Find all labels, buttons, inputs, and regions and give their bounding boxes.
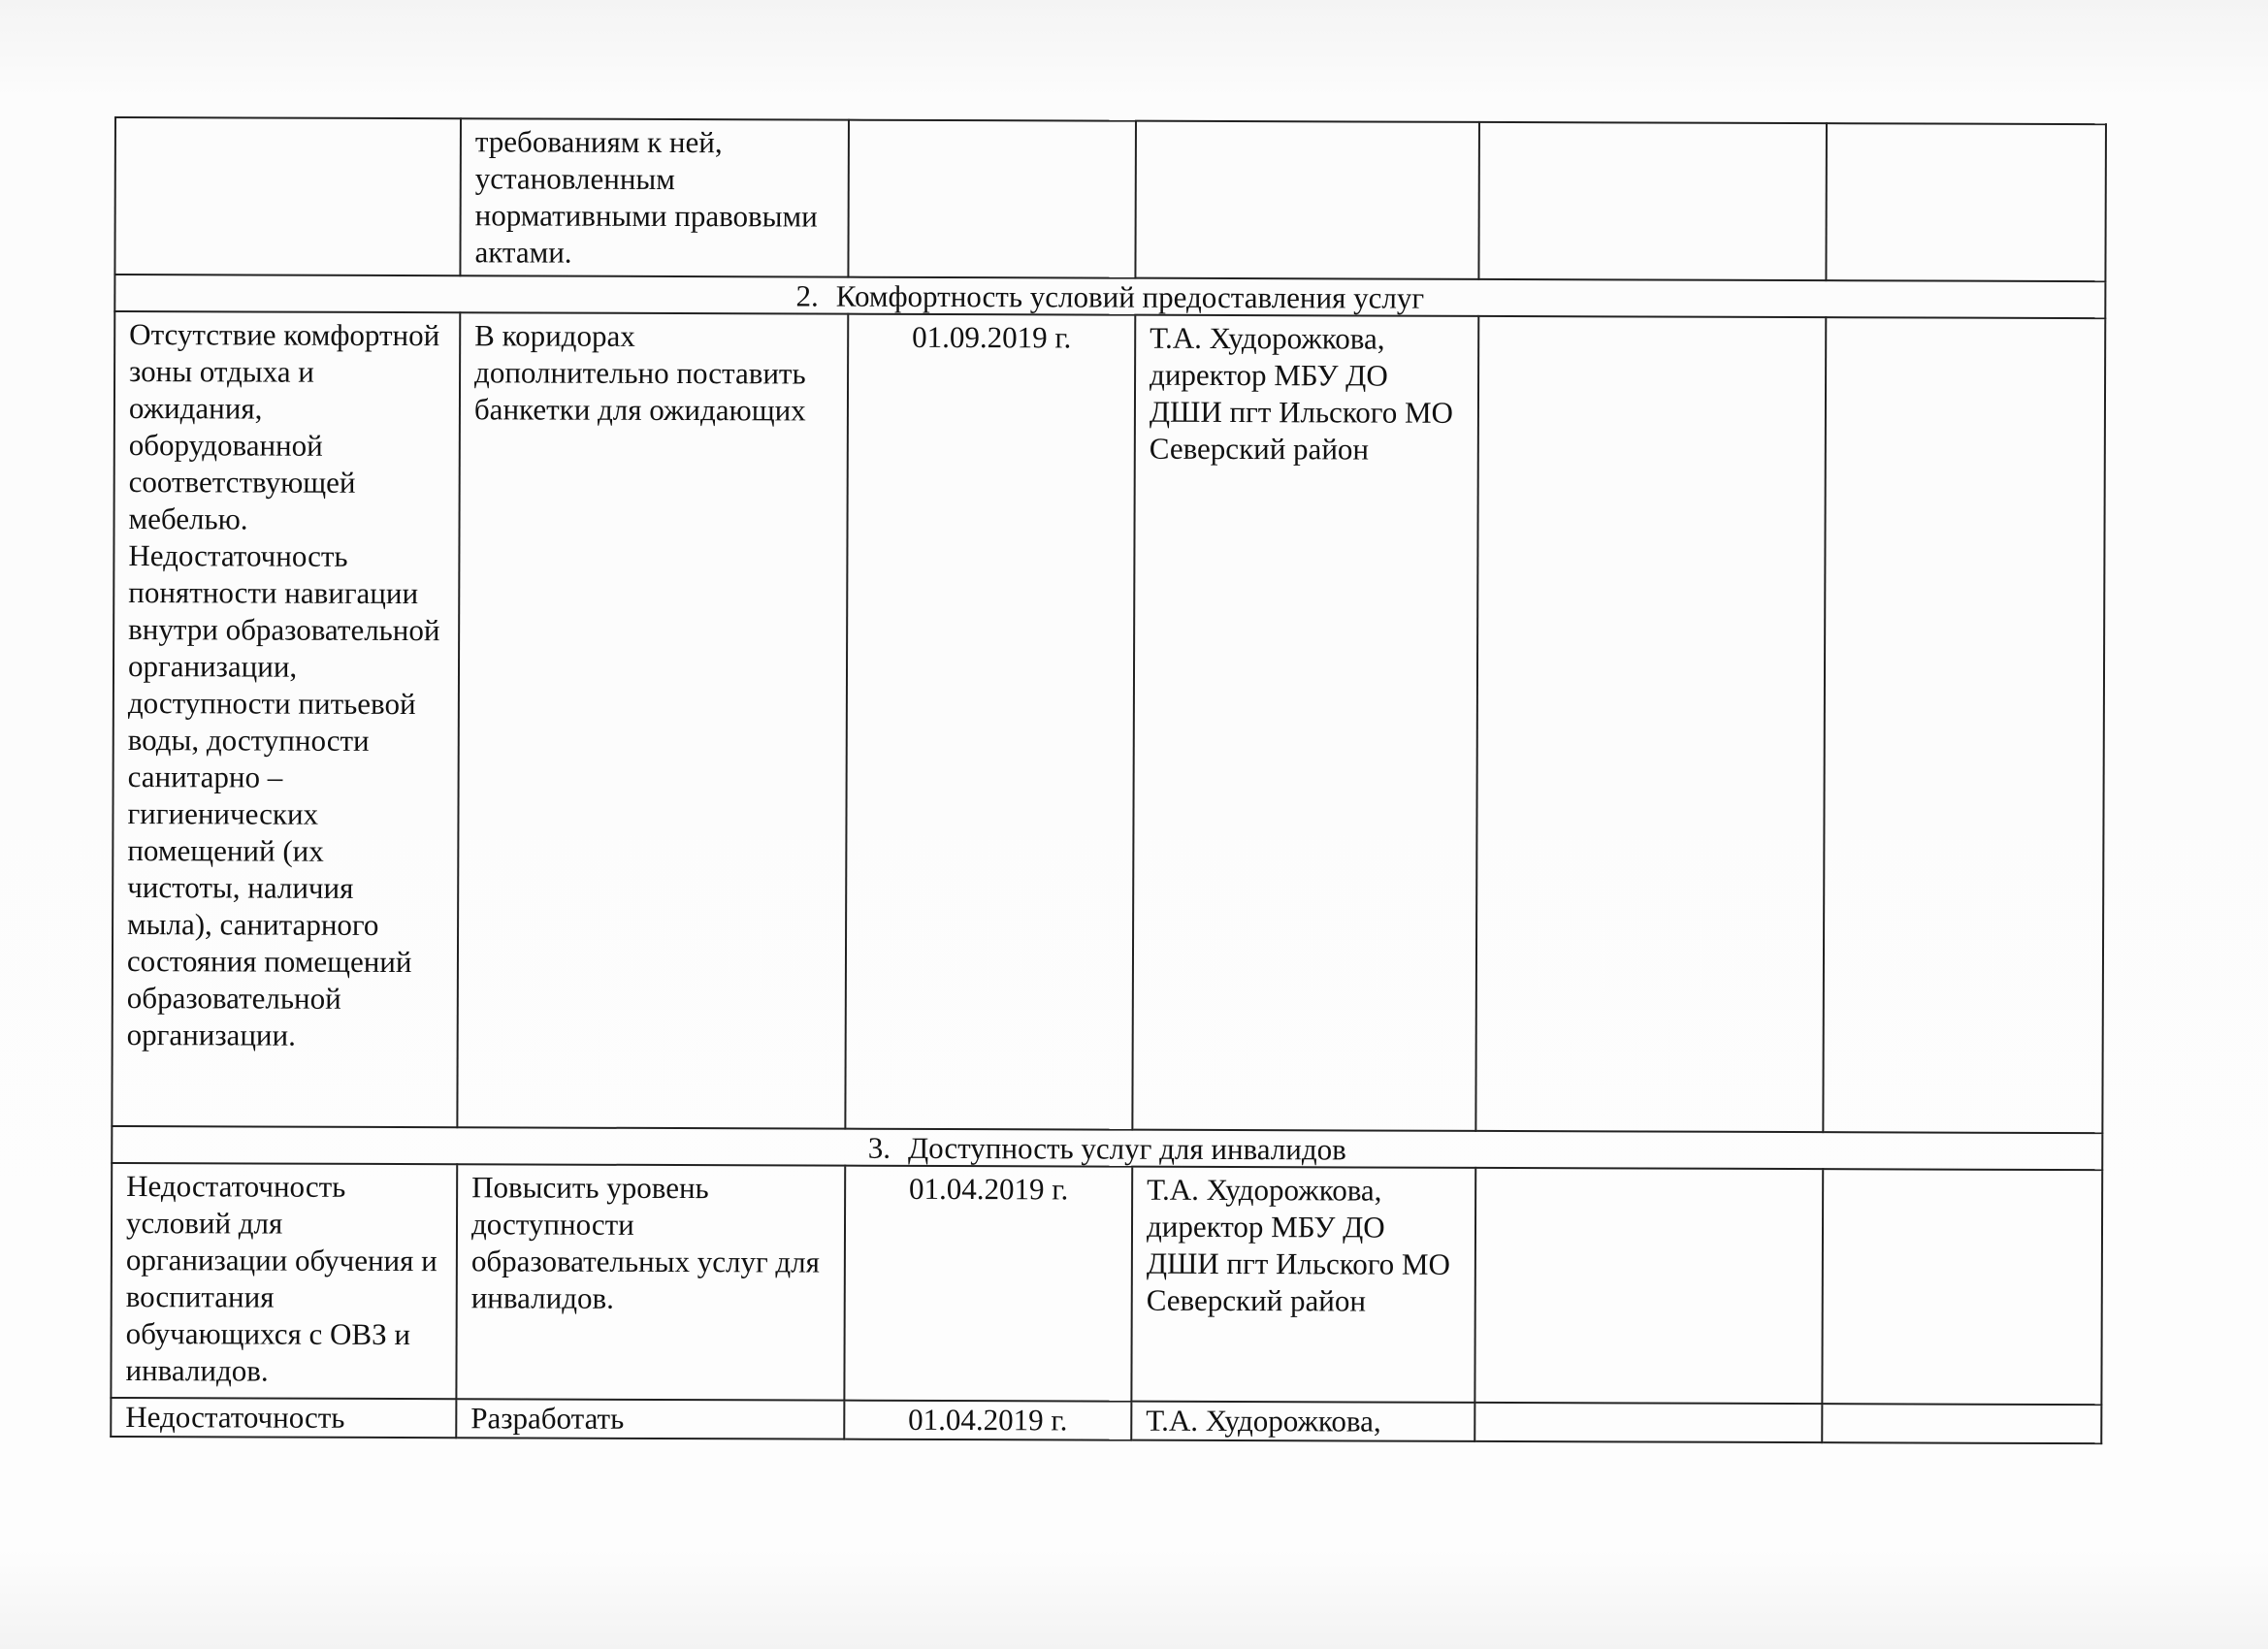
section-title: Комфортность условий предоставления услуг xyxy=(835,278,1425,315)
table-row xyxy=(111,1398,2101,1443)
table-row xyxy=(112,311,2105,1133)
section-title: Доступность услуг для инвалидов xyxy=(907,1130,1346,1167)
section-number: 2. xyxy=(795,278,819,313)
action-cell: Повысить уровень доступности образовательных услуг для инвалидов. xyxy=(456,1164,845,1400)
action-cell: требованиям к ней, установленным нормативными правовыми актами. xyxy=(460,118,849,276)
responsible-cell: Т.А. Худорожкова, xyxy=(1131,1402,1474,1441)
issue-cell: Недостаточность условий для организации обучения и воспитания обучающихся с ОВЗ и инвалидов. xyxy=(111,1163,457,1399)
actual-date-cell xyxy=(1826,123,2106,281)
responsible-cell: Т.А. Худорожкова, директор МБУ ДО ДШИ пгт Ильского МО Северский район xyxy=(1132,315,1478,1131)
date-cell: 01.09.2019 г. xyxy=(845,314,1135,1130)
result-cell xyxy=(1474,1403,1822,1442)
actual-date-cell xyxy=(1823,317,2105,1133)
result-cell xyxy=(1475,316,1826,1132)
date-cell: 01.04.2019 г. xyxy=(844,1401,1131,1440)
result-cell xyxy=(1474,1168,1823,1404)
date-cell xyxy=(848,120,1136,278)
actual-date-cell xyxy=(1822,1169,2102,1405)
action-cell: В коридорах дополнительно поставить банкетки для ожидающих xyxy=(457,312,848,1128)
date-cell: 01.04.2019 г. xyxy=(844,1166,1132,1402)
table-row xyxy=(111,1163,2102,1405)
responsible-cell: Т.А. Худорожкова, директор МБУ ДО ДШИ пгт Ильского МО Северский район xyxy=(1131,1167,1475,1403)
action-cell: Разработать xyxy=(456,1399,844,1439)
table-row xyxy=(114,117,2106,281)
issue-cell: Недостаточность xyxy=(111,1398,456,1438)
responsible-cell xyxy=(1135,121,1479,279)
issue-cell: Отсутствие комфортной зоны отдыха и ожидания, оборудованной соответствующей мебелью. Недостаточность понятности навигации внутри образовательной организации, доступности питьевой воды, доступности санитарно – гигиенических помещений (их чистоты, наличия мыла), санитарного состояния помещений образовательной организации. xyxy=(112,311,460,1127)
action-plan-table xyxy=(110,116,2107,1444)
result-cell xyxy=(1478,122,1827,280)
actual-date-cell xyxy=(1822,1404,2101,1443)
issue-cell xyxy=(114,117,461,275)
section-number: 3. xyxy=(867,1130,891,1165)
